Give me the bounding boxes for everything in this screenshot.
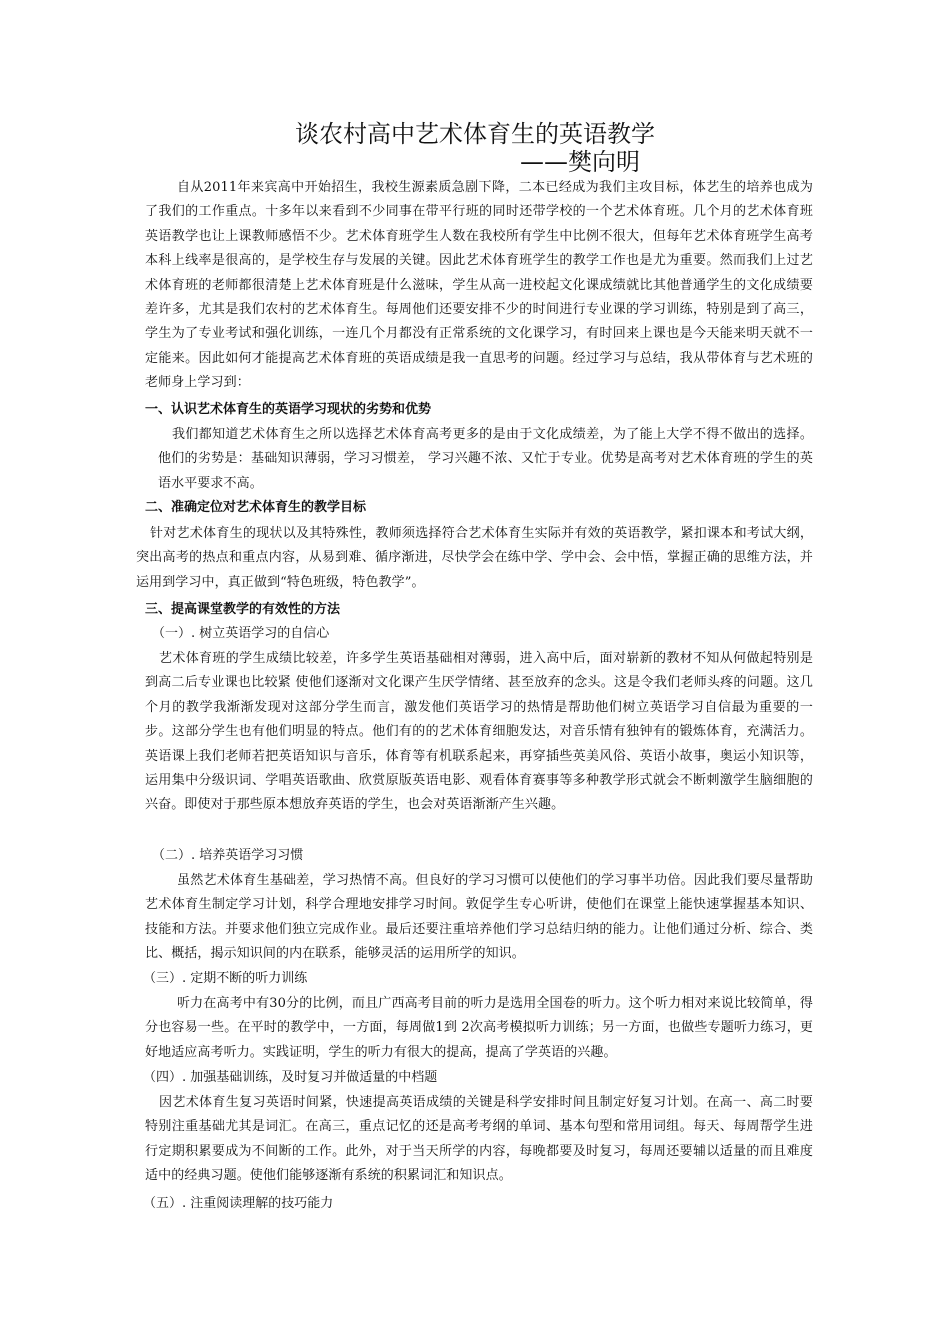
subsection-2-body: 虽然艺术体育生基础差，学习热情不高。但良好的学习习惯可以使他们的学习事半功倍。因此我们要尽量帮助艺术体育生制定学习计划，科学合理地安排学习时间。敦促学生专心听讲，使他们在课堂上能快速掌握基本知识、技能和方法。并要求他们独立完成作业。最后还要注重培养他们学习总结归纳的能力。让他们通过分析、综合、类比、概括，揭示知识间的内在联系，能够灵活的运用所学的知识。 — [145, 873, 813, 962]
subsection-1-title: （一）. 树立英语学习的自信心 — [152, 626, 330, 641]
subsection-5-title: （五）. 注重阅读理解的技巧能力 — [143, 1196, 334, 1211]
section-3-heading: 三、提高课堂教学的有效性的方法 — [145, 602, 341, 617]
subsection-3-body: 听力在高考中有30分的比例，而且广西高考目前的听力是选用全国卷的听力。这个听力相对来说比较简单，得分也容易一些。在平时的教学中，一方面，每周做1到 2次高考模拟听力训练；另一方面，也做些专题听力练习，更好地适应高考听力。实践证明，学生的听力有很大的提高，提高了学英语的兴趣。 — [145, 996, 813, 1060]
subsection-4-body: 因艺术体育生复习英语时间紧，快速提高英语成绩的关键是科学安排时间且制定好复习计划。在高一、高二时要特别注重基础尤其是词汇。在高三，重点记忆的还是高考考纲的单词、基本句型和常用词组。每天、每周帮学生进行定期积累要成为不间断的工作。此外，对于当天所学的内容，每晚都要及时复习，每周还要辅以适量的而且难度适中的经典习题。使他们能够逐渐有系统的积累词汇和知识点。 — [145, 1095, 813, 1184]
document-author: ——樊向明 — [520, 148, 640, 176]
section-1-heading: 一、认识艺术体育生的英语学习现状的劣势和优势 — [145, 402, 432, 417]
subsection-1-body: 艺术体育班的学生成绩比较差，许多学生英语基础相对薄弱，进入高中后，面对崭新的教材不知从何做起特别是到高二后专业课也比较紧 使他们逐渐对文化课产生厌学情绪、甚至放弃的念头。这是令我们老师头疼的问题。这几个月的教学我渐渐发现对这部分学生而言，激发他们英语学习的热情是帮助他们树立英语学习自信最为重要的一步。这部分学生也有他们明显的特点。他们有的的艺术体育细胞发达，对音乐情有独钟有的锻炼体育，充满活力。英语课上我们老师若把英语知识与音乐，体育等有机联系起来，再穿插些英美风俗、英语小故事，奥运小知识等，运用集中分级识词、学唱英语歌曲、欣赏原版英语电影、观看体育赛事等多种教学形式就会不断刺激学生脑细胞的兴奋。即使对于那些原本想放弃英语的学生，也会对英语渐渐产生兴趣。 — [145, 651, 813, 813]
section-2-heading: 二、准确定位对艺术体育生的教学目标 — [145, 500, 367, 515]
subsection-4-title: （四）. 加强基础训练，及时复习并做适量的中档题 — [143, 1070, 438, 1085]
subsection-3-title: （三）. 定期不断的听力训练 — [143, 971, 308, 986]
section-2-body: 针对艺术体育生的现状以及其特殊性，教师须选择符合艺术体育生实际并有效的英语教学，紧扣课本和考试大纲，突出高考的热点和重点内容，从易到难、循序渐进，尽快学会在练中学、学中会、会中悟，掌握正确的思维方法，并运用到学习中，真正做到“特色班级，特色教学”。 — [136, 526, 813, 590]
document-title: 谈农村高中艺术体育生的英语教学 — [295, 120, 655, 148]
section-1-body: 我们都知道艺术体育生之所以选择艺术体育高考更多的是由于文化成绩差，为了能上大学不得不做出的选择。他们的劣势是：基础知识薄弱，学习习惯差， 学习兴趣不浓、又忙于专业。优势是高考对艺术体育班的学生的英语水平要求不高。 — [158, 427, 813, 491]
intro-paragraph: 自从2011年来宾高中开始招生，我校生源素质急剧下降，二本已经成为我们主攻目标，体艺生的培养也成为了我们的工作重点。十多年以来看到不少同事在带平行班的同时还带学校的一个艺术体育班。几个月的艺术体育班英语教学也让上课教师感悟不少。艺术体育班学生人数在我校所有学生中比例不很大，但每年艺术体育班学生高考本科上线率是很高的，是学校生存与发展的关键。因此艺术体育班学生的教学工作也是尤为重要。然而我们上过艺术体育班的老师都很清楚上艺术体育班是什么滋味，学生从高一进校起文化课成绩就比其他普通学生的文化成绩要差许多，尤其是我们农村的艺术体育生。每周他们还要安排不少的时间进行专业课的学习训练，特别是到了高三，学生为了专业考试和强化训练，一连几个月都没有正常系统的文化课学习，有时回来上课也是今天能来明天就不一定能来。因此如何才能提高艺术体育班的英语成绩是我一直思考的问题。经过学习与总结，我从带体育与艺术班的老师身上学习到： — [145, 180, 813, 391]
subsection-2-title: （二）. 培养英语学习习惯 — [152, 848, 304, 863]
